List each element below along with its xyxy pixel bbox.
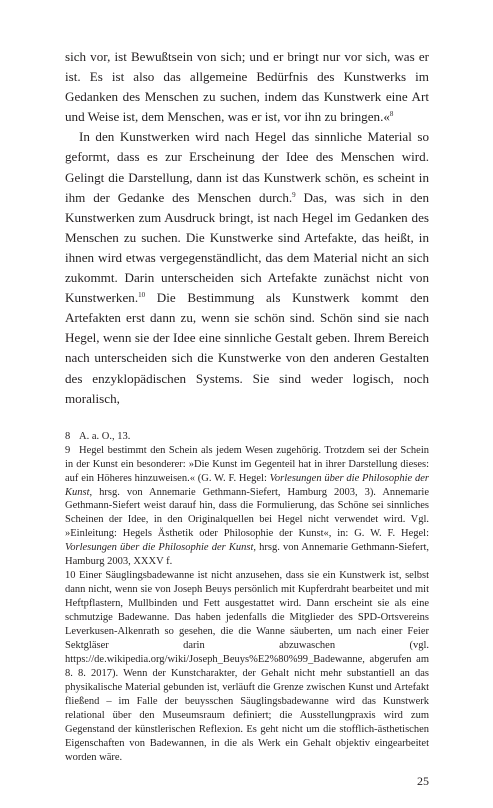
- footnote-text-a: Hegel bestimmt den Schein als jedem Wesen zugehörig. Trotzdem sei der Schein in der Kunst ein besonderer: »Die Kunst im Gegenteil hat in ihrer Darstellung dieses: auf ein Höheres hinzuweisen.« (G. W. F. Hegel:: [65, 444, 429, 484]
- main-text: [65, 47, 429, 409]
- paragraph-1-text: sich vor, ist Bewußtsein von sich; und er bringt nur vor sich, was er ist. Es ist also das allgemeine Bedürfnis des Kunstwerks im Gedanken des Menschen zu suchen, indem das Kunstwerk eine Art und Weise ist, dem Menschen, was er ist, vor ihn zu bringen.«: [65, 49, 429, 125]
- footnote-ref-8[interactable]: 8: [389, 110, 394, 119]
- paragraph-2-text-a: In den Kunstwerken wird nach Hegel das sinnliche Material so geformt, dass es zur Erscheinung der Idee des Menschen wird. Gelingt die Darstellung, dann ist das Kunstwerk schön, es scheint in ihm der Gedanke des Menschen durch.: [65, 129, 429, 205]
- paragraph-2-text-c: Die Bestimmung als Kunstwerk kommt den Artefakten erst dann zu, wenn sie schön sind. Schön sind sie nach Hegel, wenn sie der Idee eine sinnliche Gestalt geben. Ihrem Bereich nach unterscheiden sich die Kunstwerke von den anderen Gestalten des enzyklopädischen Systems. Sie sind weder logisch, noch moralisch,: [65, 290, 429, 406]
- footnote-ref-10[interactable]: 10: [138, 291, 146, 300]
- footnote-number: 8: [65, 430, 71, 442]
- footnote-number: 9: [65, 444, 71, 456]
- page-number: 25: [417, 774, 429, 788]
- footnotes: [65, 430, 429, 765]
- footnote-10: [65, 569, 429, 764]
- footnote-text: Einer Säuglingsbadewanne ist nicht anzusehen, dass sie ein Kunstwerk ist, selbst dann nicht, wenn sie von Joseph Beuys persönlich mit Kupferdraht bearbeitet und mit Heftpflastern, Mullbinden und Fett ausgestattet wird. Dann erscheint sie als eine schmutzige Badewanne. Das haben jedenfalls die Mitglieder des SPD-Ortsvereins Leverkusen-Alkenrath so gesehen, die die Wanne säuberten, um nach einer Feier Sektgläser darin abzuwaschen (vgl. https://de.wikipedia.org/wiki/Joseph_Beuys%E2%80%99_Badewanne, abgerufen am 8. 8. 2017). Wenn der Kunstcharakter, der Gehalt nicht mehr substantiell an das physikalische Material gebunden ist, verläuft die Grenze zwischen Kunst und Artefakt fließend – im Falle der beuysschen Säuglingsbadewanne wird das Kunstwerk relational über den Museumsraum definiert; die Ausstellungpraxis wird zum Gegenstand der künstlerischen Reflexion. Es geht nicht um die stofflich-ästhetischen Eigenschaften von Badewannen, in die als Werk ein Gehalt objektiv eingearbeitet worden wäre.: [65, 570, 429, 763]
- footnote-text-b: , hrsg. von Annemarie Gethmann-Siefert, Hamburg 2003, 3). Annemarie Gethmann-Siefert weist darauf hin, dass die Formulierung, das Schöne sei sinnliches Scheinen der Idee, in den Originalquellen bei Hegel nicht verwendet wird. Vgl. »Einleitung: Hegels Ästhetik oder Philosophie der Kunst«, in: G. W. F. Hegel:: [65, 486, 429, 540]
- paragraph-2: [65, 127, 429, 408]
- book-title: Vorlesungen über die Philosophie der Kunst: [65, 472, 429, 498]
- paragraph-1: [65, 47, 429, 127]
- paragraph-2-text-b: Das, was sich in den Kunstwerken zum Ausdruck bringt, ist nach Hegel im Gedanken des Menschen zu suchen. Die Kunstwerke sind Artefakte, das heißt, in ihnen wird etwas vergegenständlicht, das dem Material nicht an sich zukommt. Darin unterscheiden sich Artefakte zunächst nicht von Kunstwerken.: [65, 189, 429, 306]
- footnote-number: 10: [65, 570, 76, 582]
- footnote-ref-9[interactable]: 9: [292, 190, 296, 199]
- footnote-text: A. a. O., 13.: [79, 430, 131, 442]
- footnote-text-c: , hrsg. von Annemarie Gethmann-Siefert, Hamburg 2003, XXXV f.: [65, 542, 429, 568]
- footnote-8: [65, 430, 429, 444]
- book-title: Vorlesungen über die Philosophie der Kunst: [65, 542, 254, 554]
- book-page: [65, 47, 429, 765]
- footnote-9: [65, 444, 429, 570]
